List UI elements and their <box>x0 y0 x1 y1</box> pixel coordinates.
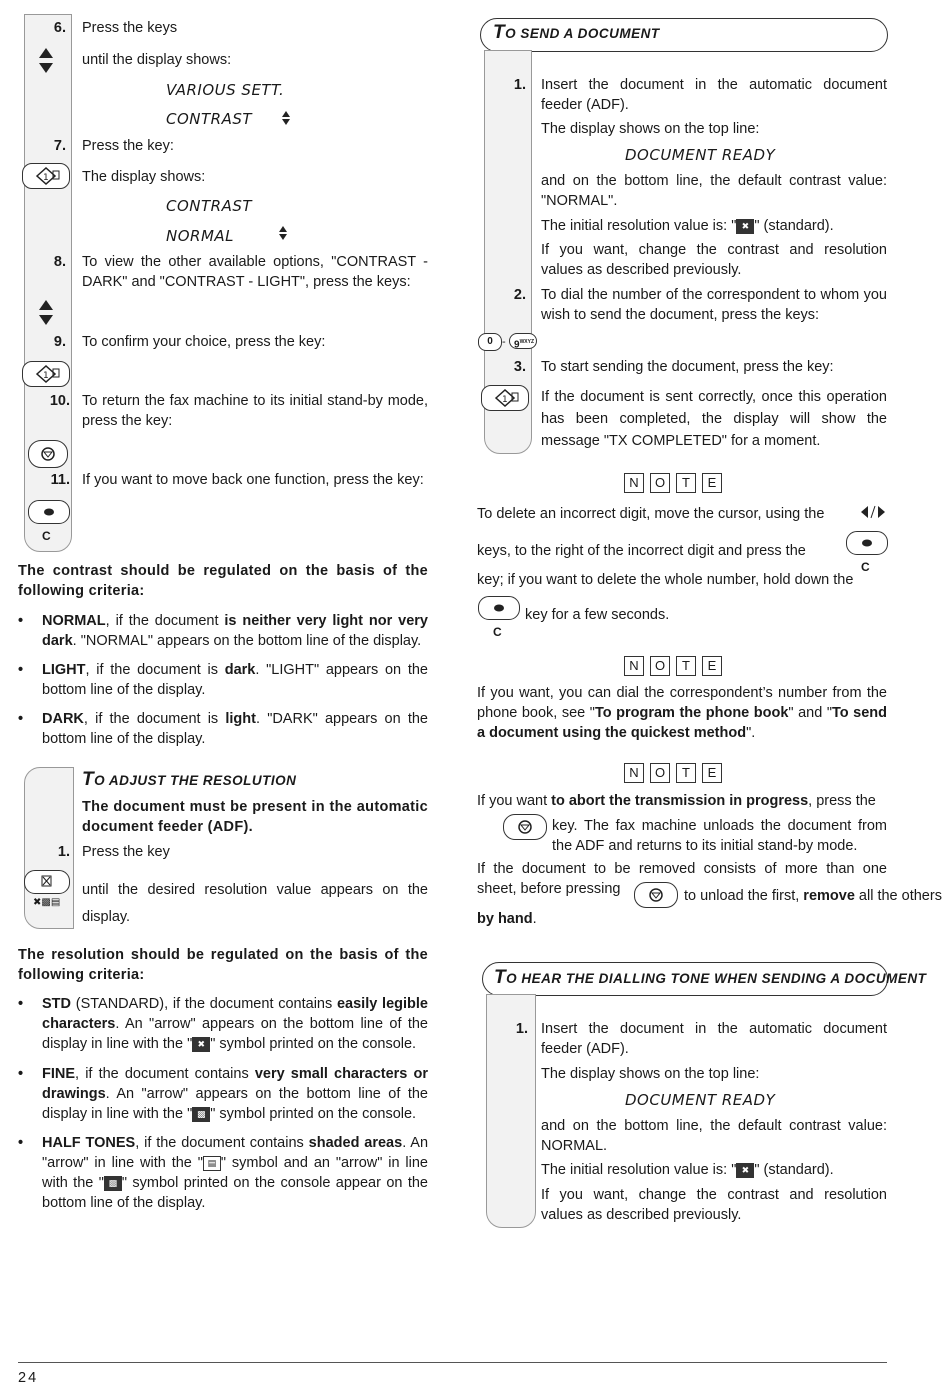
step-number: 6. <box>53 20 66 36</box>
contrast-bullet-dark: DARK, if the document is light. "DARK" appears on the bottom line of the display. <box>42 711 428 747</box>
stop-key-icon <box>28 440 68 468</box>
step-text: To start sending the document, press the key: <box>541 359 834 375</box>
up-arrow-icon <box>279 226 287 232</box>
res-bullet-fine: FINE, if the document contains very small characters or drawings. An "arrow" appears on the bottom line of the display in line with the " ▩ " symbol printed on the console. <box>42 1066 429 1122</box>
footer-rule <box>18 1362 887 1363</box>
start-key-icon <box>22 163 70 189</box>
note-text: If the document to be removed consists of more than one sheet, before pressing <box>477 861 887 897</box>
display-text: VARIOUS SETT. <box>166 81 285 99</box>
step-text: To return the fax machine to its initial stand-by mode, press the key: <box>82 393 428 429</box>
step-text: until the display shows: <box>82 52 232 68</box>
step-text: To dial the number of the correspondent to whom you wish to send the document, press the keys: <box>541 287 887 323</box>
note-label: N O T E <box>624 473 728 493</box>
step-text: The display shows on the top line: <box>541 1066 760 1082</box>
down-arrow-icon <box>39 63 53 73</box>
contrast-bullet-normal: NORMAL, if the document is neither very light nor very dark. "NORMAL" appears on the bottom line of the display. <box>42 613 428 649</box>
step-text: until the desired resolution value appears on the display. <box>82 882 428 925</box>
clear-key-icon <box>846 531 888 555</box>
display-text: DOCUMENT READY <box>625 1091 776 1109</box>
step-number: 10. <box>49 393 70 409</box>
step-text: Press the key <box>82 844 170 860</box>
step-number: 1. <box>57 844 70 860</box>
step-text: If you want, change the contrast and resolution values as described previously. <box>541 1187 887 1223</box>
standard-resolution-icon: ✖ <box>192 1037 210 1052</box>
resolution-key-symbols: ✖▩▤ <box>33 897 61 908</box>
display-text: CONTRAST <box>166 110 253 128</box>
note-text: If you want to abort the transmission in progress, press the <box>477 793 876 809</box>
note-text: If you want, you can dial the correspondent’s number from the phone book, see "To program the phone book" and "To send a document using the quickest method". <box>477 685 888 741</box>
svg-text:1: 1 <box>502 395 508 405</box>
bullet: • <box>18 613 24 629</box>
note-label: N O T E <box>624 763 728 783</box>
start-key-icon <box>22 361 70 387</box>
standard-resolution-icon: ✖ <box>736 219 754 234</box>
step-text: The initial resolution value is: " ✖ " (standard). <box>541 1162 834 1178</box>
step-number: 2. <box>513 287 526 303</box>
note-text: by hand. <box>477 911 537 927</box>
step-text: and on the bottom line, the default contrast value: "NORMAL". <box>541 173 887 209</box>
note-text: keys, to the right of the incorrect digit and press the <box>477 543 806 559</box>
bullet: • <box>18 1135 24 1151</box>
down-arrow-icon <box>39 315 53 325</box>
stop-key-icon <box>634 882 678 908</box>
section-heading-resolution: TO ADJUST THE RESOLUTION <box>82 769 297 790</box>
contrast-bullet-light: LIGHT, if the document is dark. "LIGHT" appears on the bottom line of the display. <box>42 662 428 698</box>
display-text: CONTRAST <box>166 197 253 215</box>
down-arrow-icon <box>279 234 287 240</box>
digit-key-0: 0 <box>478 333 502 351</box>
contrast-intro: The contrast should be regulated on the basis of the following criteria: <box>18 563 428 599</box>
step-text: Insert the document in the automatic document feeder (ADF). <box>541 1021 887 1057</box>
note-label: N O T E <box>624 656 728 676</box>
clear-key-label: C <box>861 560 870 574</box>
halftone-icon: ▤ <box>203 1156 221 1171</box>
step-text: To confirm your choice, press the key: <box>82 334 326 350</box>
fine-resolution-icon: ▩ <box>104 1176 122 1191</box>
step-number: 3. <box>513 359 526 375</box>
step-text: Press the key: <box>82 138 174 154</box>
note-text: key; if you want to delete the whole number, hold down the <box>477 572 854 588</box>
fine-resolution-icon: ▩ <box>192 1107 210 1122</box>
bullet: • <box>18 662 24 678</box>
step-number: 11. <box>50 472 70 488</box>
bullet: • <box>18 711 24 727</box>
resolution-key-icon <box>24 870 70 894</box>
resolution-intro: The resolution should be regulated on the basis of the following criteria: <box>18 947 428 983</box>
page-number: 24 <box>18 1370 39 1386</box>
display-text: NORMAL <box>166 227 235 245</box>
up-arrow-icon <box>282 111 290 117</box>
step-text: Press the keys <box>82 20 178 36</box>
step-number: 7. <box>53 138 66 154</box>
down-arrow-icon <box>282 119 290 125</box>
res-bullet-halftones: HALF TONES, if the document contains shaded areas. An "arrow" in line with the " ▤ " symbol and an "arrow" in line with the " ▩ " symbol printed on the console appear on the bottom line of the display. <box>42 1135 429 1211</box>
step-number: 9. <box>53 334 66 350</box>
clear-key-icon <box>28 500 70 524</box>
up-arrow-icon <box>39 300 53 310</box>
step-text: If you want to move back one function, press the key: <box>82 472 424 488</box>
svg-text:1: 1 <box>43 173 49 183</box>
left-right-arrow-icon <box>860 504 886 520</box>
up-arrow-icon <box>39 48 53 58</box>
note-text: key. The fax machine unloads the document from the ADF and returns to its initial stand-by mode. <box>552 818 887 854</box>
clear-key-label: C <box>42 529 51 543</box>
step-text: To view the other available options, "CONTRAST - DARK" and "CONTRAST - LIGHT", press the keys: <box>82 254 428 290</box>
step-text: If you want, change the contrast and resolution values as described previously. <box>541 242 887 278</box>
bullet: • <box>18 996 24 1012</box>
res-bullet-std: STD (STANDARD), if the document contains easily legible characters. An "arrow" appears on the bottom line of the display in line with the " ✖ " symbol printed on the console. <box>42 996 428 1052</box>
step-text: The display shows: <box>82 169 206 185</box>
step-text: If the document is sent correctly, once this operation has been completed, the display will show the message "TX COMPLETED" for a moment. <box>541 389 887 449</box>
note-text: To delete an incorrect digit, move the cursor, using the <box>477 506 825 522</box>
resolution-requirement: The document must be present in the automatic document feeder (ADF). <box>82 799 428 835</box>
step-text: Insert the document in the automatic document feeder (ADF). <box>541 77 887 113</box>
range-dash: - <box>502 336 506 348</box>
step-number: 1. <box>513 77 526 93</box>
step-text: and on the bottom line, the default contrast value: NORMAL. <box>541 1118 887 1154</box>
step-number: 8. <box>53 254 66 270</box>
standard-resolution-icon: ✖ <box>736 1163 754 1178</box>
step-text: The initial resolution value is: " ✖ " (standard). <box>541 218 834 234</box>
start-key-icon <box>481 385 529 411</box>
note-text: key for a few seconds. <box>525 607 670 623</box>
step-text: The display shows on the top line: <box>541 121 760 137</box>
section-heading-send: TO SEND A DOCUMENT <box>493 22 660 43</box>
clear-key-icon <box>478 596 520 620</box>
bullet: • <box>18 1066 24 1082</box>
note-text: to unload the first, remove all the others <box>684 888 942 904</box>
step-number: 1. <box>515 1021 528 1037</box>
section-heading-hear: TO HEAR THE DIALLING TONE WHEN SENDING A DOCUMENT <box>494 967 927 988</box>
clear-key-label: C <box>493 625 502 639</box>
display-text: DOCUMENT READY <box>625 146 776 164</box>
svg-text:1: 1 <box>43 371 49 381</box>
digit-key-9: $9^{WXYZ}$ <box>509 333 537 349</box>
